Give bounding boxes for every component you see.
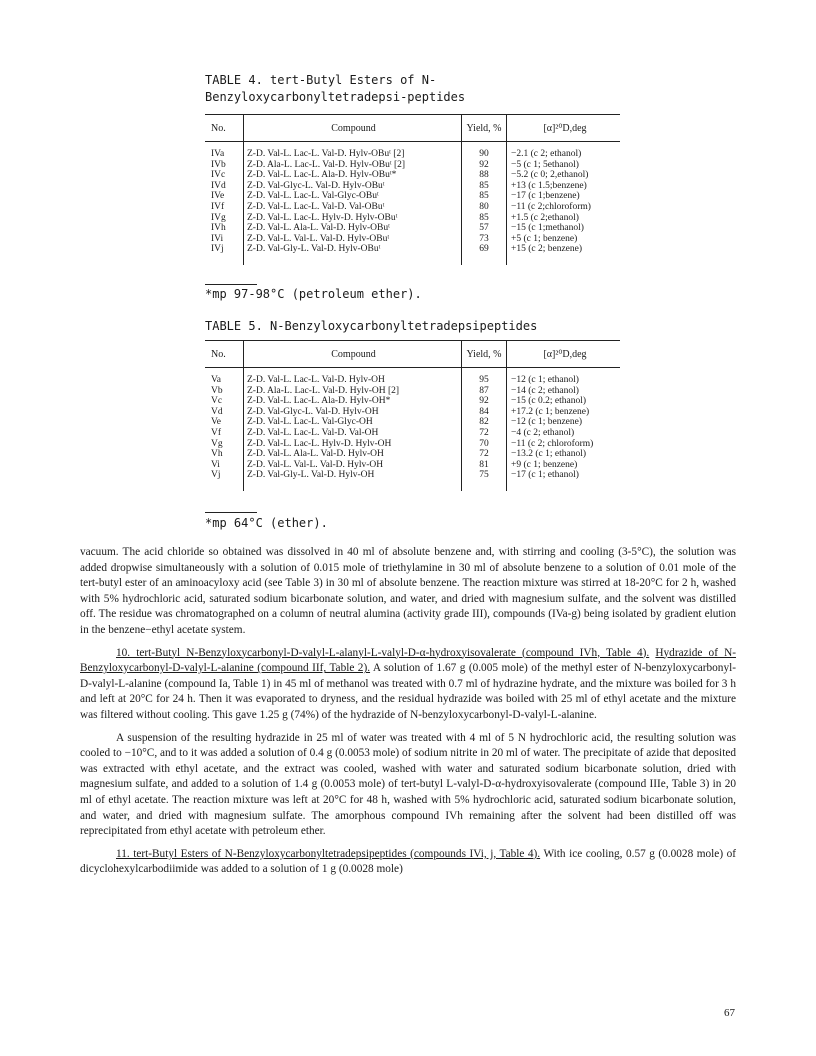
table-row — [205, 223, 620, 234]
table-5-footnote-rule — [205, 512, 257, 513]
table-5 — [205, 318, 620, 491]
row-compound: Z-D. Val-L. Lac-L. Ala-D. Hylv-OBuᵗ* — [244, 170, 462, 181]
row-rotation: −14 (c 2; ethanol) — [511, 385, 579, 396]
row-number: Va — [205, 368, 244, 386]
row-yield: 90 — [462, 142, 507, 160]
row-yield: 85 — [462, 213, 507, 224]
table-4-header-no: No. — [205, 115, 244, 142]
paragraph-2 — [80, 646, 736, 724]
row-compound: Z-D. Val-L. Ala-L. Val-D. Hylv-OBuᵗ — [244, 223, 462, 234]
row-number: Vd — [205, 407, 244, 418]
row-number: Vi — [205, 460, 244, 471]
table-4-footnote-rule — [205, 284, 257, 285]
table-row — [205, 396, 620, 407]
row-rotation: −5.2 (c 0; 2,ethanol) — [511, 170, 589, 181]
row-compound: Z-D. Val-L. Lac-L. Val-D. Hylv-OBuᵗ [2] — [244, 142, 462, 160]
table-4-grid — [205, 114, 620, 265]
row-yield: 80 — [462, 202, 507, 213]
table-4-footnote: *mp 97-98°C (petroleum ether). — [205, 287, 422, 301]
table-row — [205, 170, 620, 181]
table-4-body — [205, 142, 620, 265]
row-number: Vb — [205, 386, 244, 397]
row-compound: Z-D. Ala-L. Lac-L. Val-D. Hylv-OBuᵗ [2] — [244, 160, 462, 171]
row-yield: 87 — [462, 386, 507, 397]
table-5-footnote: *mp 64°C (ether). — [205, 516, 328, 530]
row-compound: Z-D. Val-L. Val-L. Val-D. Hylv-OH — [244, 460, 462, 471]
table-row — [205, 213, 620, 224]
row-compound: Z-D. Val-L. Lac-L. Val-D. Val-OBuᵗ — [244, 202, 462, 213]
paragraph-4-text: With ice cooling, 0.57 g (0.0028 mole) of dicyclohexylcarbodiimide was added to a solution of 1 g (0.0028 mole) — [80, 847, 736, 876]
row-rotation: −11 (c 2; chloroform) — [511, 438, 594, 449]
row-number: IVh — [205, 223, 244, 234]
row-yield: 70 — [462, 439, 507, 450]
table-5-header-compound: Compound — [244, 341, 462, 368]
table-row — [205, 181, 620, 192]
row-compound: Z-D. Val-L. Val-L. Val-D. Hylv-OBuᵗ — [244, 234, 462, 245]
row-yield: 84 — [462, 407, 507, 418]
table-4-header-yield: Yield, % — [462, 115, 507, 142]
row-compound: Z-D. Val-L. Lac-L. Val-D. Val-OH — [244, 428, 462, 439]
paragraph-1: vacuum. The acid chloride so obtained was dissolved in 40 ml of absolute benzene and, with stirring and cooling (3-5°C), the solution was added dropwise simultaneously with a solution of 0.015 mole of triethylamine in 30 ml of absolute benzene to a solution of 0.01 mole of the tert-butyl ester of an aminoacyloxy acid (see Table 3) in 30 ml of absolute benzene. The reaction mixture was stirred at 18-20°C for 2 h, washed with 5% hydrochloric acid, saturated sodium bicarbonate solution, and water, and dried with magnesium sulfate, and the solvent was distilled off. The residue was chromatographed on a column of neutral alumina (activity grade III), compounds (IVa-g) being isolated by gradient elution in the benzene−ethyl acetate system. — [80, 546, 736, 636]
page-number: 67 — [724, 1007, 735, 1019]
table-row — [205, 244, 620, 265]
row-rotation: +1.5 (c 2;ethanol) — [511, 212, 579, 223]
row-yield: 82 — [462, 417, 507, 428]
row-rotation: −12 (c 1; ethanol) — [511, 375, 579, 385]
table-row — [205, 160, 620, 171]
row-rotation: −15 (c 0.2; ethanol) — [511, 396, 587, 407]
row-number: IVi — [205, 234, 244, 245]
section-11-heading: 11. tert-Butyl Esters of N-Benzyloxycarbonyltetradepsipeptides (compounds IVi, j, Table 4). — [116, 847, 541, 860]
table-row — [205, 470, 620, 491]
row-rotation: −15 (c 1;methanol) — [511, 223, 584, 234]
table-5-header-no: No. — [205, 341, 244, 368]
row-yield: 75 — [462, 470, 507, 491]
row-yield: 72 — [462, 449, 507, 460]
table-row — [205, 368, 620, 386]
row-rotation: +15 (c 2; benzene) — [511, 244, 583, 255]
row-rotation: −2.1 (c 2; ethanol) — [511, 149, 582, 159]
table-row — [205, 407, 620, 418]
table-5-title: TABLE 5. N-Benzyloxycarbonyltetradepsipeptides — [205, 319, 538, 333]
row-yield: 69 — [462, 244, 507, 265]
row-rotation: +13 (c 1.5;benzene) — [511, 180, 587, 191]
row-yield: 88 — [462, 170, 507, 181]
row-number: IVe — [205, 191, 244, 202]
table-row — [205, 142, 620, 160]
table-5-header-rotation: [α]²⁰D,deg — [507, 341, 621, 368]
row-compound: Z-D. Ala-L. Lac-L. Val-D. Hylv-OH [2] — [244, 386, 462, 397]
row-rotation: −17 (c 1; ethanol) — [511, 470, 579, 481]
table-4 — [205, 72, 620, 265]
row-rotation: −5 (c 1; 5ethanol) — [511, 159, 579, 170]
row-number: IVf — [205, 202, 244, 213]
row-compound: Z-D. Val-Glyc-L. Val-D. Hylv-OH — [244, 407, 462, 418]
row-yield: 92 — [462, 160, 507, 171]
paragraph-4 — [80, 847, 736, 878]
row-number: Vg — [205, 439, 244, 450]
row-compound: Z-D. Val-Gly-L. Val-D. Hylv-OBuᵗ — [244, 244, 462, 265]
table-5-header-yield: Yield, % — [462, 341, 507, 368]
table-4-header-rotation: [α]²⁰D,deg — [507, 115, 621, 142]
row-compound: Z-D. Val-L. Lac-L. Val-Glyc-OH — [244, 417, 462, 428]
table-row — [205, 460, 620, 471]
row-compound: Z-D. Val-L. Lac-L. Hylv-D. Hylv-OH — [244, 439, 462, 450]
table-5-body — [205, 368, 620, 491]
row-number: Vc — [205, 396, 244, 407]
table-row — [205, 234, 620, 245]
row-number: Vh — [205, 449, 244, 460]
row-yield: 85 — [462, 191, 507, 202]
section-10-heading: 10. tert-Butyl N-Benzyloxycarbonyl-D-valyl-L-alanyl-L-valyl-D-α-hydroxyisovalerate (compound IVh, Table 4). — [116, 646, 650, 659]
row-number: IVa — [205, 142, 244, 160]
row-rotation: −11 (c 2;chloroform) — [511, 201, 591, 212]
table-4-title: TABLE 4. tert-Butyl Esters of N-Benzyloxycarbonyltetradepsi-peptides — [205, 73, 466, 104]
row-yield: 57 — [462, 223, 507, 234]
table-5-grid — [205, 340, 620, 491]
row-compound: Z-D. Val-L. Lac-L. Hylv-D. Hylv-OBuᵗ — [244, 213, 462, 224]
row-compound: Z-D. Val-L. Ala-L. Val-D. Hylv-OH — [244, 449, 462, 460]
row-compound: Z-D. Val-L. Lac-L. Ala-D. Hylv-OH* — [244, 396, 462, 407]
row-rotation: −17 (c 1;benzene) — [511, 191, 580, 202]
row-yield: 95 — [462, 368, 507, 386]
row-yield: 92 — [462, 396, 507, 407]
table-4-header-compound: Compound — [244, 115, 462, 142]
table-row — [205, 191, 620, 202]
body-text — [80, 545, 736, 885]
paragraph-2-text: A solution of 1.67 g (0.005 mole) of the methyl ester of N-benzyloxycarbonyl-D-valyl-L-alanine (compound Ia, Table 1) in 45 ml of methanol was treated with 0.7 ml of hydrazine hydrate, and the mixture was boiled for 3 h and left at 20°C for 24 h. Then it was evaporated to dryness, and the residual hydrazide was boiled with 25 ml of ethyl acetate and the mixture was filtered without cooling. This gave 1.25 g (74%) of the hydrazide of N-benzyloxycarbonyl-D-valyl-L-alanine. — [80, 662, 736, 721]
table-row — [205, 202, 620, 213]
row-yield: 85 — [462, 181, 507, 192]
paragraph-3: A suspension of the resulting hydrazide in 25 ml of water was treated with 4 ml of 5 N hydrochloric acid, the resulting solution was cooled to −10°C, and to it was added a solution of 0.4 g (0.0053 mole) of sodium nitrite in 20 ml of water. The precipitate of azide that deposited was extracted with ethyl acetate, and the extract was cooled, washed with water and saturated sodium bicarbonate solution, dried with magnesium sulfate, and added to a solution of 1.4 g (0.0053 mole) of tert-butyl L-valyl-D-α-hydroxyisovalerate (compound IIIe, Table 3) in 20 ml of ethyl acetate. The reaction mixture was left at 20°C for 48 h, washed with 5% hydrochloric acid, saturated sodium bicarbonate solution, and water, and dried with magnesium sulfate. The amorphous compound IVh remaining after the solvent had been distilled off was reprecipitated from ethyl acetate with petroleum ether. — [80, 731, 736, 838]
row-rotation: −4 (c 2; ethanol) — [511, 427, 575, 438]
table-row — [205, 417, 620, 428]
row-compound: Z-D. Val-Glyc-L. Val-D. Hylv-OBuᵗ — [244, 181, 462, 192]
row-number: Ve — [205, 417, 244, 428]
table-row — [205, 428, 620, 439]
row-compound: Z-D. Val-L. Lac-L. Val-Glyc-OBuᵗ — [244, 191, 462, 202]
row-number: Vj — [205, 470, 244, 491]
row-rotation: −13.2 (c 1; ethanol) — [511, 449, 587, 460]
row-number: Vf — [205, 428, 244, 439]
row-yield: 73 — [462, 234, 507, 245]
row-rotation: −12 (c 1; benzene) — [511, 417, 583, 428]
row-compound: Z-D. Val-L. Lac-L. Val-D. Hylv-OH — [244, 368, 462, 386]
table-row — [205, 439, 620, 450]
table-row — [205, 449, 620, 460]
hydrazide-heading: Hydrazide of N-Benzyloxycarbonyl-D-valyl-L-alanine (compound IIf, Table 2). — [80, 646, 737, 675]
row-compound: Z-D. Val-Gly-L. Val-D. Hylv-OH — [244, 470, 462, 491]
row-number: IVc — [205, 170, 244, 181]
table-row — [205, 386, 620, 397]
row-number: IVg — [205, 213, 244, 224]
row-rotation: +17.2 (c 1; benzene) — [511, 406, 590, 417]
row-rotation: +9 (c 1; benzene) — [511, 459, 578, 470]
row-yield: 81 — [462, 460, 507, 471]
row-number: IVj — [205, 244, 244, 265]
row-number: IVb — [205, 160, 244, 171]
row-rotation: +5 (c 1; benzene) — [511, 233, 578, 244]
row-yield: 72 — [462, 428, 507, 439]
row-number: IVd — [205, 181, 244, 192]
